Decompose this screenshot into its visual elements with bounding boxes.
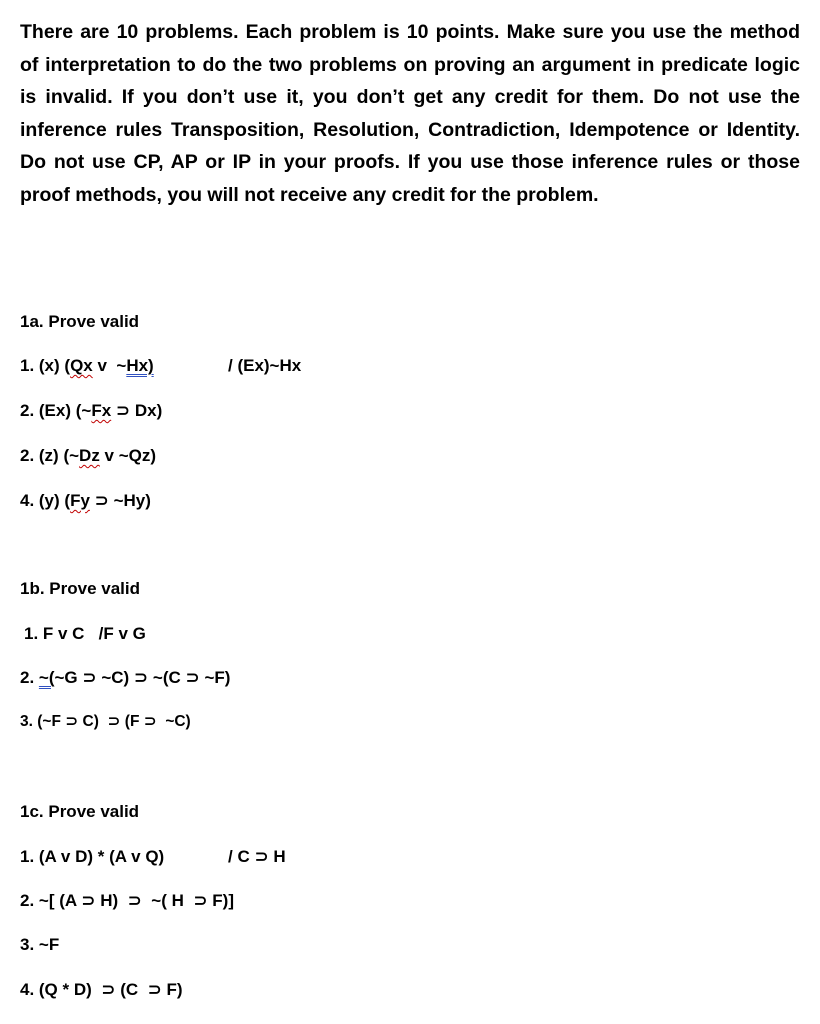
problem-1a-heading: 1a. Prove valid [20, 312, 140, 331]
premise-2-squiggle: Fx [91, 401, 112, 420]
instructions-paragraph: There are 10 problems. Each problem is 10 points. Make sure you use the method of interpretation to do the two problems on proving an argument in predicate logic is invalid. If you don’t use it, you don’t get any credit for them. Do not use the inference rules Transposition, Resolution, Contradiction, Idempotence or Identity. Do not use CP, AP or IP in your proofs. If you use those inference rules or those proof methods, you will not receive any credit for the problem. [20, 21, 800, 206]
premise-4-end: ⊃ ~Hy) [89, 491, 151, 510]
problem-1b-line-3: 3. (~F ⊃ C) ⊃ (F ⊃ ~C) [20, 713, 191, 730]
problem-1c-conclusion: / C ⊃ H [228, 847, 286, 866]
problem-1c-line-1: 1. (A v D) * (A v Q) [20, 847, 165, 866]
problem-1c-line-4: 4. (Q * D) ⊃ (C ⊃ F) [20, 980, 183, 999]
problem-1c-line-2: 2. ~[ (A ⊃ H) ⊃ ~( H ⊃ F)] [20, 891, 234, 910]
problem-1a-premise-2 [20, 401, 162, 421]
problem-1a-premise-4 [20, 491, 151, 511]
problem-1c-heading: 1c. Prove valid [20, 802, 140, 821]
problem-1c-line-3: 3. ~F [20, 935, 60, 954]
problem-1a-premise-3 [20, 446, 156, 466]
problem-1b-heading: 1b. Prove valid [20, 579, 140, 598]
premise-1-start: 1. (x) ( [20, 356, 71, 375]
line-2-end: ~G ⊃ ~C) ⊃ ~(C ⊃ ~F) [54, 668, 231, 687]
premise-3-squiggle: Dz [79, 446, 100, 465]
premise-1-squiggle: Qx [70, 356, 93, 375]
premise-4-start: 4. (y) ( [20, 491, 71, 510]
premise-4-squiggle: Fy [70, 491, 90, 510]
problem-1b-line-2 [20, 668, 230, 688]
premise-2-start: 2. (Ex) (~ [20, 401, 92, 420]
premise-2-end: ⊃ Dx) [111, 401, 163, 420]
problem-1a-conclusion: / (Ex)~Hx [228, 356, 302, 375]
line-2-start: 2. [20, 668, 39, 687]
premise-3-start: 2. (z) (~ [20, 446, 80, 465]
line-2-blue: ~( [38, 668, 55, 687]
problem-1b-line-1: 1. F v C /F v G [24, 624, 146, 643]
premise-3-end: v ~Qz) [99, 446, 157, 465]
premise-1-mid: v ~ [92, 356, 127, 375]
premise-1-blue: Hx) [126, 356, 154, 375]
problem-1a-premise-1 [20, 356, 154, 376]
